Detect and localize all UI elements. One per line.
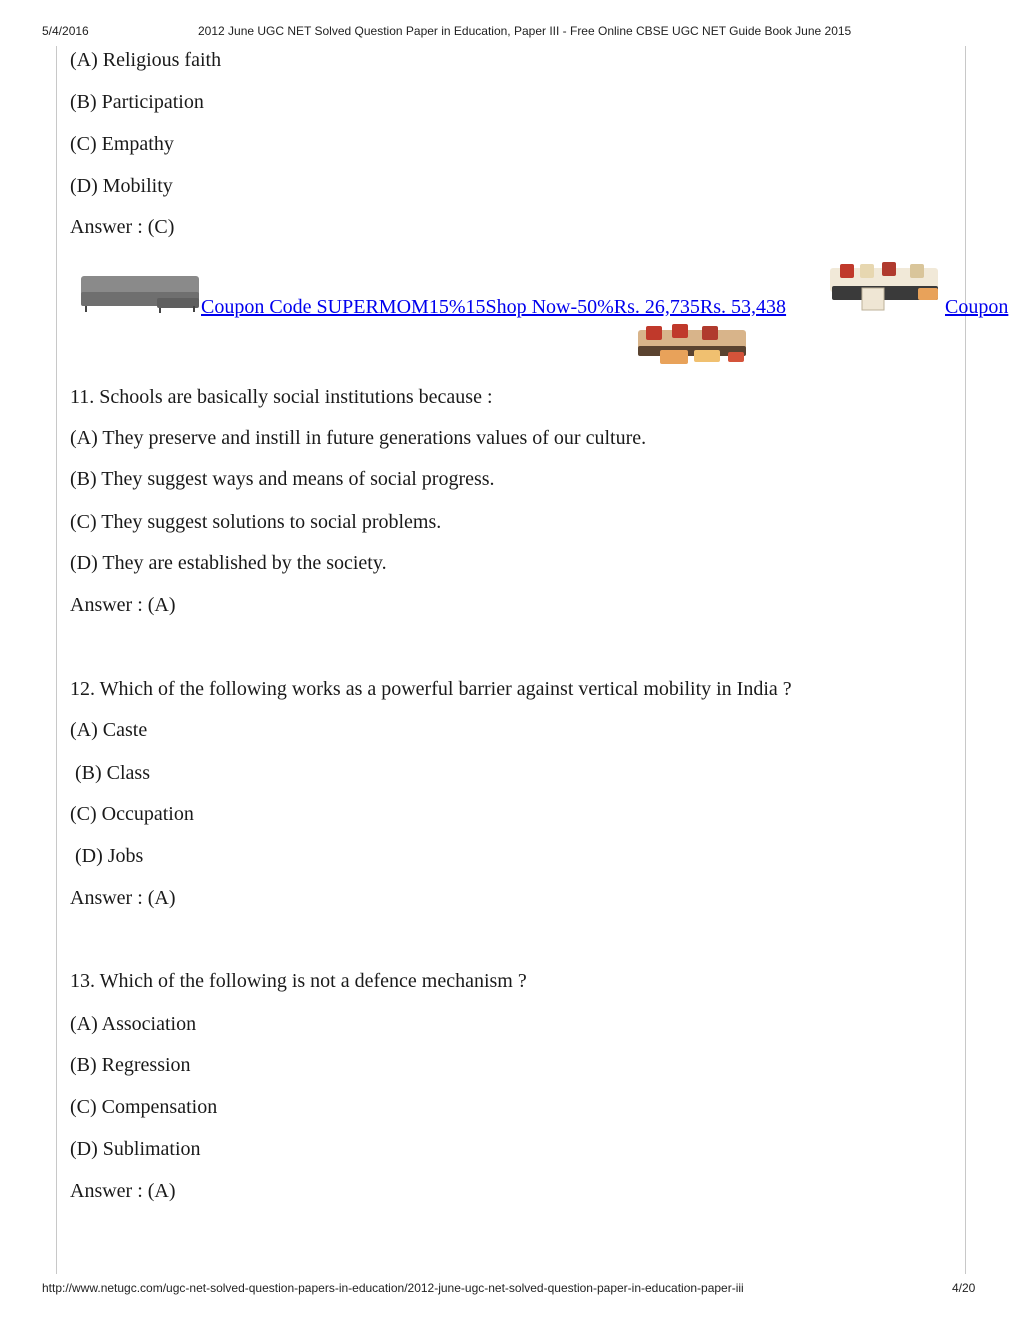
- ad-coupon-link[interactable]: Coupon Code SUPERMOM15%15Shop Now-50%Rs. 26,735Rs. 53,438: [201, 296, 787, 318]
- q10-answer: Answer : (C): [70, 216, 175, 238]
- q10-option-c: (C) Empathy: [70, 133, 174, 155]
- left-border: [56, 46, 57, 1274]
- q13-option-b: (B) Regression: [70, 1054, 191, 1076]
- q10-option-a: (A) Religious faith: [70, 49, 222, 71]
- q11-option-d: (D) They are established by the society.: [70, 552, 387, 574]
- q11-answer: Answer : (A): [70, 594, 176, 616]
- grey-sofa-image[interactable]: [79, 272, 201, 318]
- q13-option-a: (A) Association: [70, 1013, 197, 1035]
- q11-option-c: (C) They suggest solutions to social problems.: [70, 511, 442, 533]
- q12-answer: Answer : (A): [70, 887, 176, 909]
- sectional-sofa-image[interactable]: [826, 258, 944, 314]
- q12-option-b: (B) Class: [70, 762, 150, 784]
- q12-option-c: (C) Occupation: [70, 803, 194, 825]
- q13-question: 13. Which of the following is not a defence mechanism ?: [70, 970, 527, 992]
- page-title: 2012 June UGC NET Solved Question Paper in Education, Paper III - Free Online CBSE UGC NET Guide Book June 2015: [198, 24, 852, 38]
- right-border: [965, 46, 966, 1274]
- footer-url: http://www.netugc.com/ugc-net-solved-question-papers-in-education/2012-june-ugc-net-solved-question-paper-in-education-paper-iii: [42, 1281, 744, 1295]
- q12-option-a: (A) Caste: [70, 719, 148, 741]
- q13-answer: Answer : (A): [70, 1180, 176, 1202]
- q11-question: 11. Schools are basically social institutions because :: [70, 386, 493, 408]
- q10-option-b: (B) Participation: [70, 91, 204, 113]
- ad-coupon-link-container: [201, 295, 786, 319]
- print-date: 5/4/2016: [42, 24, 89, 38]
- q10-option-d: (D) Mobility: [70, 175, 173, 197]
- q12-question: 12. Which of the following works as a powerful barrier against vertical mobility in India ?: [70, 678, 792, 700]
- q13-option-c: (C) Compensation: [70, 1096, 218, 1118]
- q12-option-d: (D) Jobs: [70, 845, 144, 867]
- ad-coupon-link-cut-container: [945, 295, 1009, 319]
- q13-option-d: (D) Sublimation: [70, 1138, 201, 1160]
- red-sofa-set-image[interactable]: [632, 320, 752, 368]
- q11-option-a: (A) They preserve and instill in future generations values of our culture.: [70, 427, 647, 449]
- ad-coupon-link-cut[interactable]: Coupon: [945, 296, 1009, 318]
- page-number: 4/20: [952, 1281, 976, 1295]
- q11-option-b: (B) They suggest ways and means of social progress.: [70, 468, 495, 490]
